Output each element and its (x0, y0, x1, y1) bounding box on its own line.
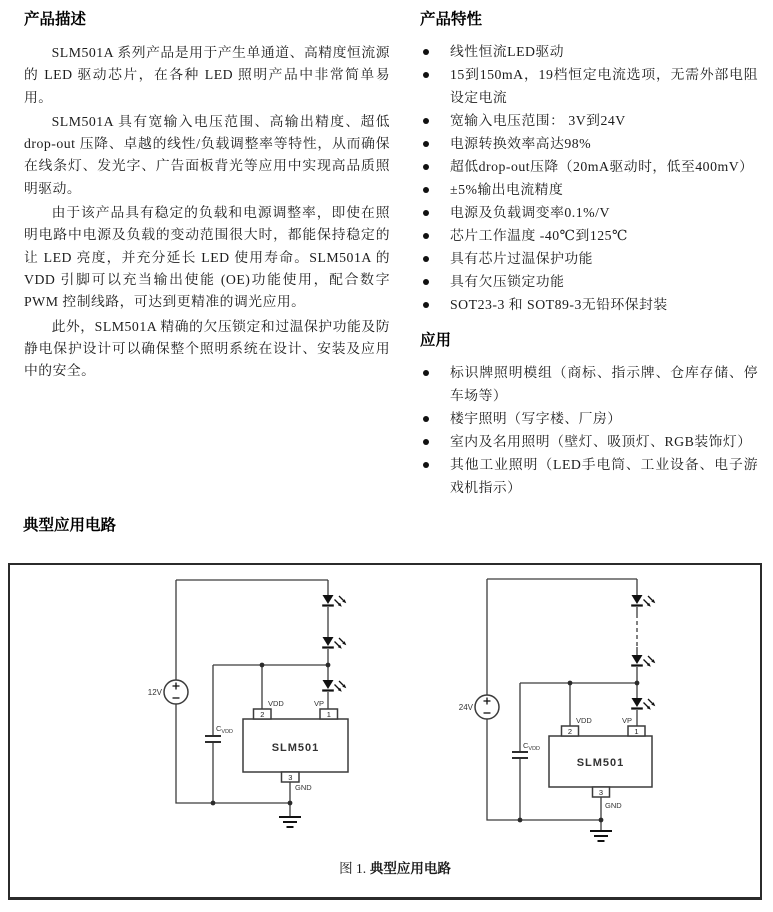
applications-list (420, 361, 758, 499)
description-paragraph-2: SLM501A 具有宽输入电压范围、高输出精度、超低 drop-out 压降、卓越的线性/负载调整率等特性，从而确保在线条灯、发光字、广告面板背光等应用中实现高品质照明驱动。 (24, 113, 390, 196)
junction-dot (635, 681, 640, 686)
junction-dot (211, 801, 216, 806)
feature-item: 15到150mA，19档恒定电流选项，无需外部电阻设定电流 (420, 63, 758, 109)
junction-dot (518, 818, 523, 823)
capacitor-label: $C_{VDD}$ (523, 741, 541, 752)
capacitor-label: $C_{VDD}$ (216, 724, 234, 735)
description-paragraph-1: SLM501A 系列产品是用于产生单通道、高精度恒流源的 LED 驱动芯片，在各种 LED 照明产品中非常简单易用。 (24, 45, 390, 105)
led-icon (631, 698, 655, 710)
capacitor-icon (512, 752, 528, 758)
ground-icon (279, 817, 301, 827)
feature-item: 芯片工作温度 -40℃到125℃ (420, 224, 758, 247)
led-icon (631, 595, 655, 607)
pin1-number: 1 (326, 709, 331, 719)
junction-dot (568, 681, 573, 686)
capacitor (512, 683, 540, 820)
chip-name-label: SLM501 (576, 757, 625, 769)
capacitor-icon (205, 736, 221, 742)
feature-item: 宽输入电压范围： 3V到24V (420, 109, 758, 132)
pin3-number: 3 (598, 787, 604, 797)
description-paragraph-3: 由于该产品具有稳定的负载和电源调整率，即使在照明电路中电源及负载的变动范围很大时，都能保持稳定的让 LED 亮度，并充分延长 LED 使用寿命。SLM501A 的 VDD 引脚可以充当输出使能 (OE)功能使用，配合数字 PWM 控制线路，可达到更精准的调光应用。 (24, 205, 390, 310)
source-voltage-label: 12V (147, 688, 162, 697)
chip-name-label: SLM501 (271, 742, 320, 754)
feature-item: 超低drop-out压降（20mA驱动时，低至400mV） (420, 155, 758, 178)
right-circuit (459, 579, 656, 841)
source-voltage-label: 24V (458, 703, 473, 712)
pin3-number: 3 (288, 772, 293, 782)
gnd-pin-label: GND (605, 801, 622, 810)
chip (549, 716, 652, 810)
application-item: 楼宇照明（写字楼、厂房） (420, 407, 758, 430)
pin2-number: 2 (260, 709, 265, 719)
led-icon (631, 655, 655, 667)
led-icon (322, 637, 346, 649)
led-icon (322, 680, 346, 692)
vp-pin-label: VP (314, 699, 325, 708)
pin2-number: 2 (567, 726, 573, 736)
features-list (420, 40, 758, 316)
features-heading: 产品特性 (420, 11, 483, 28)
feature-item: 电源及负载调变率0.1%/V (420, 201, 758, 224)
description-paragraph-4: 此外，SLM501A 精确的欠压锁定和过温保护功能及防静电保护设计可以确保整个照明系统在设计、安装及应用中的安全。 (24, 318, 390, 379)
application-item: 室内及名用照明（壁灯、吸顶灯、RGB装饰灯） (420, 430, 758, 453)
junction-dot (599, 818, 604, 823)
circuit-section-heading: 典型应用电路 (23, 517, 117, 534)
description-section (24, 10, 390, 382)
application-item: 其他工业照明（LED手电筒、工业设备、电子游戏机指示） (420, 453, 758, 499)
application-item: 标识牌照明模组（商标、指示牌、仓库存储、停车场等） (420, 361, 758, 407)
features-section (420, 10, 758, 499)
voltage-source (148, 680, 188, 704)
feature-item: 具有芯片过温保护功能 (420, 247, 758, 270)
junction-dot (260, 663, 265, 668)
figure-caption: 图 1. 典型应用电路 (339, 861, 451, 876)
ground-icon (590, 831, 612, 841)
junction-dot (326, 663, 331, 668)
figure-box (8, 563, 762, 900)
voltage-source (459, 695, 499, 719)
capacitor (205, 665, 233, 803)
description-heading: 产品描述 (24, 11, 87, 28)
feature-item: SOT23-3 和 SOT89-3无铅环保封装 (420, 293, 758, 316)
feature-item: 线性恒流LED驱动 (420, 40, 758, 63)
feature-item: ±5%输出电流精度 (420, 178, 758, 201)
feature-item: 具有欠压锁定功能 (420, 270, 758, 293)
led-icon (322, 595, 346, 607)
left-circuit (148, 580, 348, 827)
vdd-pin-label: VDD (268, 699, 284, 708)
feature-item: 电源转换效率高达98% (420, 132, 758, 155)
vdd-pin-label: VDD (576, 716, 592, 725)
vp-pin-label: VP (622, 716, 633, 725)
chip (243, 699, 348, 792)
junction-dot (288, 801, 293, 806)
applications-heading: 应用 (420, 332, 452, 349)
gnd-pin-label: GND (295, 783, 312, 792)
circuit-diagram-svg (10, 565, 760, 895)
pin1-number: 1 (634, 726, 639, 736)
